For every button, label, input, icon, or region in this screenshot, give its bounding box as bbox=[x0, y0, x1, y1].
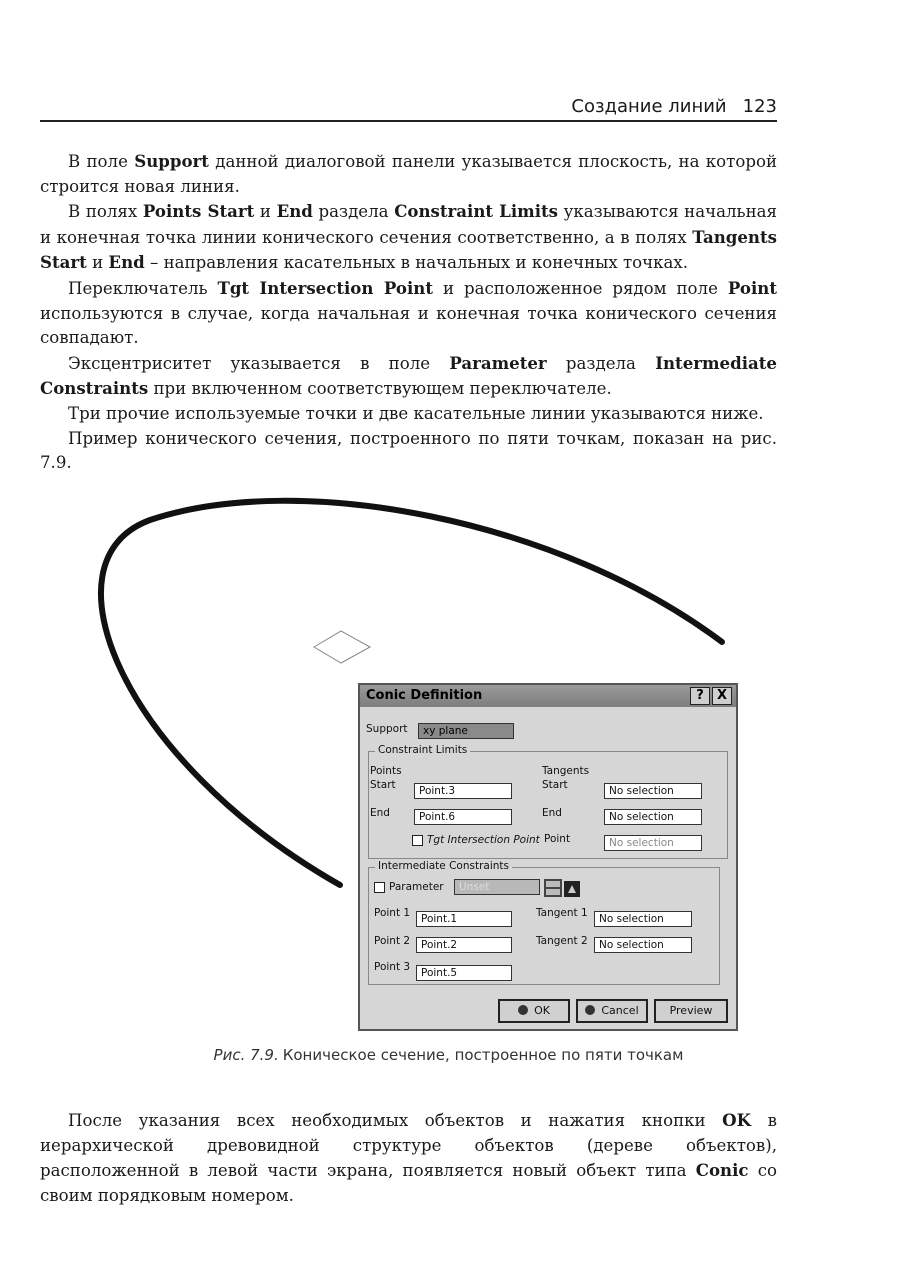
text-run: – направления касательных в начальных и конечных точках. bbox=[144, 253, 689, 273]
text-run: данной диалоговой панели указывается плоскость, на которой строится новая линия. bbox=[40, 152, 778, 196]
parameter-field[interactable]: Unset bbox=[454, 879, 540, 895]
parameter-label: Parameter bbox=[389, 881, 444, 893]
text-run: раздела bbox=[546, 353, 656, 373]
text-run: раздела bbox=[312, 202, 395, 222]
text-run: В поле bbox=[68, 152, 135, 171]
cancel-label: Cancel bbox=[601, 1004, 639, 1017]
bold-term: Parameter bbox=[449, 352, 547, 373]
points-label: Points bbox=[370, 765, 402, 777]
tangent-end-field[interactable]: No selection bbox=[604, 809, 702, 825]
ok-label: OK bbox=[534, 1004, 550, 1017]
plane-symbol bbox=[314, 631, 370, 663]
point-end-field[interactable]: Point.6 bbox=[414, 809, 512, 825]
dialog-titlebar bbox=[360, 685, 736, 707]
bold-term: Constraint Limits bbox=[394, 201, 559, 222]
text-run: используются в случае, когда начальная и конечная точка конического сечения совпадают. bbox=[40, 303, 777, 348]
point-end-label: End bbox=[370, 807, 390, 819]
constraint-limits-label: Constraint Limits bbox=[375, 744, 470, 756]
tangent-end-label: End bbox=[542, 807, 562, 819]
text-run: Три прочие используемые точки и две касательные линии указываются ниже. bbox=[68, 403, 764, 423]
tangent2-field[interactable]: No selection bbox=[594, 937, 692, 953]
text-run: при включенном соответствующем переключателе. bbox=[148, 379, 612, 399]
conic-definition-dialog bbox=[358, 683, 738, 1031]
caption-text: Коническое сечение, построенное по пяти точкам bbox=[282, 1046, 684, 1064]
text-run: Пример конического сечения, построенного по пяти точкам, показан на рис. 7.9. bbox=[40, 428, 777, 473]
tangent-start-label: Start bbox=[542, 779, 568, 791]
bold-term: Intermediate Constraints bbox=[40, 352, 777, 399]
parameter-spinner-icon[interactable] bbox=[544, 877, 584, 899]
text-run: В полях bbox=[68, 202, 143, 222]
caption-prefix: Рис. 7.9. bbox=[213, 1046, 279, 1064]
tgt-intersection-label: Tgt Intersection Point bbox=[427, 834, 540, 846]
preview-button[interactable]: Preview bbox=[654, 999, 728, 1023]
point-start-label: Start bbox=[370, 779, 396, 791]
tangent1-field[interactable]: No selection bbox=[594, 911, 692, 927]
tangent1-label: Tangent 1 bbox=[536, 907, 588, 919]
page-number: 123 bbox=[742, 96, 777, 117]
point1-label: Point 1 bbox=[374, 907, 411, 919]
point1-field[interactable]: Point.1 bbox=[416, 911, 512, 927]
parameter-checkbox[interactable] bbox=[374, 882, 385, 893]
body-text-bottom bbox=[40, 1108, 777, 1208]
text-run: После указания всех необходимых объектов и нажатия кнопки bbox=[68, 1111, 723, 1130]
bold-term: Tgt Intersection Point bbox=[217, 277, 434, 298]
paragraph bbox=[40, 1108, 777, 1208]
bold-term: Support bbox=[134, 151, 209, 171]
bold-term: OK bbox=[722, 1110, 752, 1130]
cancel-icon bbox=[585, 1005, 595, 1015]
text-run: и bbox=[86, 253, 109, 273]
text-run: Эксцентриситет указывается в поле bbox=[68, 353, 450, 373]
point3-label: Point 3 bbox=[374, 961, 411, 973]
chapter-title: Создание линий bbox=[571, 96, 727, 117]
cancel-button[interactable] bbox=[576, 999, 648, 1023]
point-field[interactable]: No selection bbox=[604, 835, 702, 851]
ok-button[interactable] bbox=[498, 999, 570, 1023]
intermediate-constraints-label: Intermediate Constraints bbox=[375, 860, 512, 872]
tangent-start-field[interactable]: No selection bbox=[604, 783, 702, 799]
point-start-field[interactable]: Point.3 bbox=[414, 783, 512, 799]
support-field[interactable]: xy plane bbox=[418, 723, 514, 739]
bold-term: Tangents Start bbox=[40, 226, 777, 273]
point2-field[interactable]: Point.2 bbox=[416, 937, 512, 953]
point-label: Point bbox=[544, 833, 571, 845]
help-button[interactable]: ? bbox=[690, 687, 710, 705]
support-label: Support bbox=[366, 723, 408, 735]
dialog-title: Conic Definition bbox=[366, 688, 483, 703]
text-run: в иерархической древовидной структуре объектов (дереве объектов), расположенной в левой части экрана, появляется новый объект типа bbox=[40, 1111, 777, 1181]
text-run: и расположенное рядом поле bbox=[433, 278, 728, 298]
bold-term: Points Start bbox=[142, 201, 255, 222]
text-run: со своим порядковым номером. bbox=[40, 1161, 777, 1205]
text-run: указываются начальная и конечная точка линии конического сечения соответственно, а в полях bbox=[40, 202, 777, 247]
ok-icon bbox=[518, 1005, 528, 1015]
point3-field[interactable]: Point.5 bbox=[416, 965, 512, 981]
tangents-label: Tangents bbox=[542, 765, 590, 777]
close-button[interactable]: X bbox=[712, 687, 732, 705]
bold-term: End bbox=[108, 252, 145, 273]
bold-term: Point bbox=[727, 277, 777, 298]
text-run: и bbox=[254, 202, 277, 222]
point2-label: Point 2 bbox=[374, 935, 411, 947]
bold-term: End bbox=[276, 201, 313, 222]
bold-term: Conic bbox=[695, 1160, 749, 1181]
tangent2-label: Tangent 2 bbox=[536, 935, 588, 947]
text-run: Переключатель bbox=[68, 278, 218, 298]
figure-caption bbox=[0, 1046, 897, 1064]
tgt-intersection-checkbox[interactable] bbox=[412, 835, 423, 846]
